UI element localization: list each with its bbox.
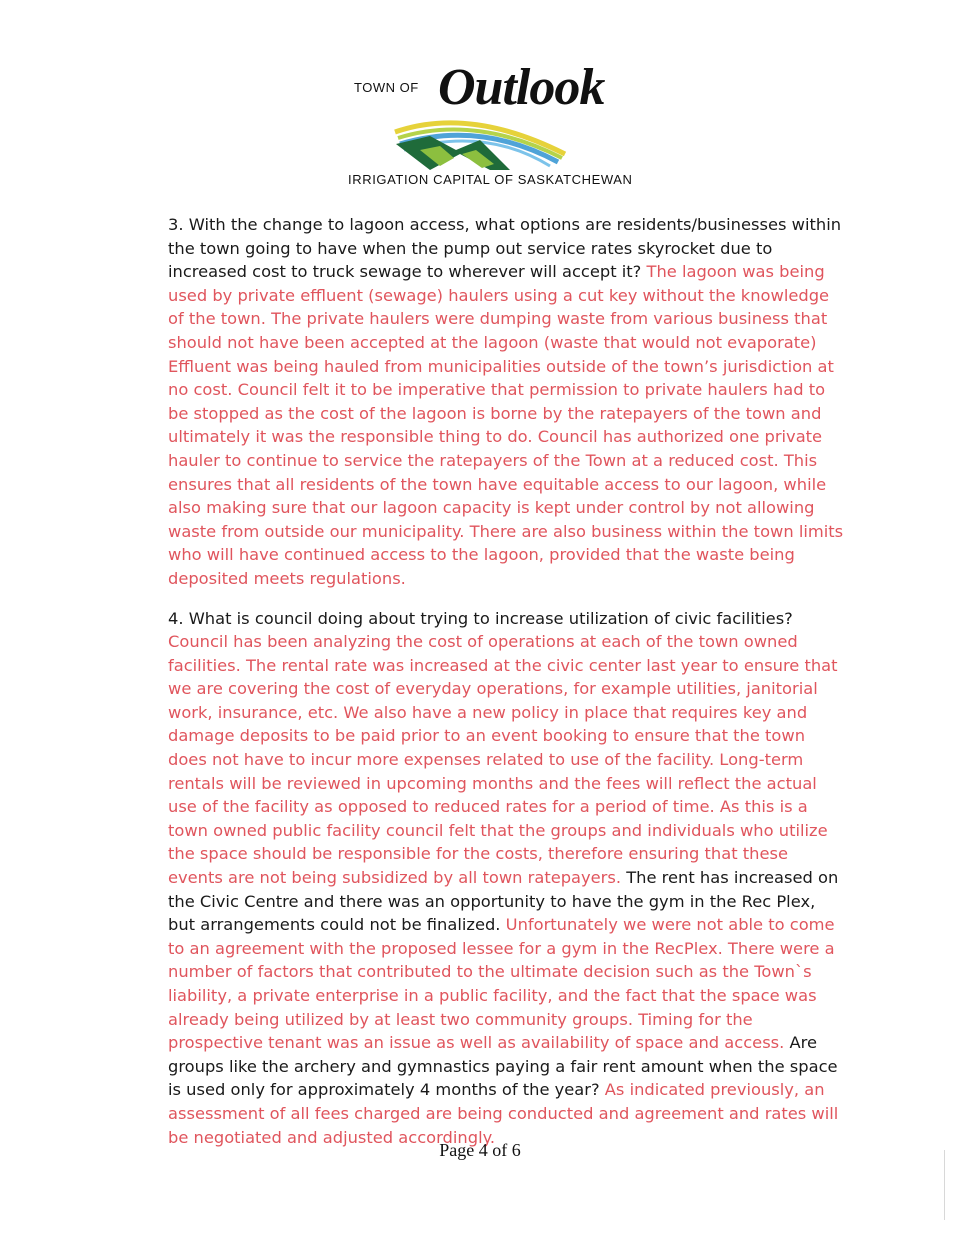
question-text: The rent has increased on the Civic Centre and there was an opportunity to have the gym in the Rec Plex, but arrangements could not be finalized. [168, 868, 839, 935]
answer-text: The lagoon was being used by private effluent (sewage) haulers using a cut key without the knowledge of the town. The private haulers were dumping waste from various business that should not have been accepted at the lagoon (waste that would not evaporate) Effluent was being hauled from municipalities outside of the town’s jurisdiction at no cost. Council felt it to be imperative that permission to private haulers had to be stopped as the cost of the lagoon is borne by the ratepayers of the town and ultimately it was the responsible thing to do. Council has authorized one private hauler to continue to service the ratepayers of the Town at a reduced cost. This ensures that all residents of the town have equitable access to our lagoon, while also making sure that our lagoon capacity is kept under control by not allowing waste from outside our municipality. There are also business within the town limits who will have continued access to the lagoon, provided that the waste being deposited meets regulations. [168, 262, 844, 588]
answer-text: Unfortunately we were not able to come to an agreement with the proposed lessee for a gym in the RecPlex. There were a number of factors that contributed to the ultimate decision such as the Town`s liability, a private enterprise in a public facility, and the fact that the space was already being utilized by at least two community groups. Timing for the prospective tenant was an issue as well as availability of space and access. [168, 915, 835, 1053]
page-number: Page 4 of 6 [439, 1140, 521, 1160]
outlook-logo-text: Outlook [438, 59, 605, 116]
question-text: 4. What is council doing about trying to increase utilization of civic facilities? [168, 608, 793, 628]
answer-text: Council has been analyzing the cost of operations at each of the town owned facilities. The rental rate was increased at the civic center last year to ensure that we are covering the cost of everyday operations, for example utilities, janitorial work, insurance, etc. We also have a new policy in place that requires key and damage deposits to be paid prior to an event booking to ensure that the town does not have to incur more expenses related to use of the facility. Long-term rentals will be reviewed in upcoming months and the fees will reflect the actual use of the facility as opposed to reduced rates for a period of time. As this is a town owned public facility council felt that the groups and individuals who utilize the space should be responsible for the costs, therefore ensuring that these events are not being subsidized by all town ratepayers. [168, 632, 838, 888]
question-text: 3. With the change to lagoon access, what options are residents/businesses within the town going to have when the pump out service rates skyrocket due to increased cost to truck sewage to wherever will accept it? [168, 215, 842, 282]
scan-edge-mark [944, 1150, 945, 1220]
question-text: Are groups like the archery and gymnastics paying a fair rent amount when the space is used only for approximately 4 months of the year? [168, 1033, 838, 1100]
question-answer-3 [168, 213, 844, 591]
town-of-label: TOWN OF [354, 80, 419, 95]
document-body [168, 213, 844, 1165]
town-header [340, 58, 640, 198]
answer-text: As indicated previously, an assessment of all fees charged are being conducted and agreement and rates will be negotiated and adjusted accordingly. [168, 1080, 839, 1147]
question-answer-4 [168, 607, 844, 1150]
tagline: IRRIGATION CAPITAL OF SASKATCHEWAN [348, 172, 633, 187]
outlook-logo-icon [390, 114, 570, 172]
